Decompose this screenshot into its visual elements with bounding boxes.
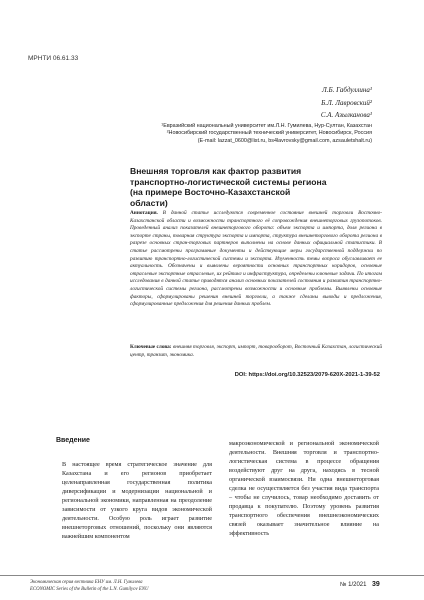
author-name: Л.Б. Габдуллина¹ xyxy=(322,86,372,94)
doi-link[interactable]: DOI: https://doi.org/10.32523/2079-620X-2021-1-39-52 xyxy=(234,372,380,378)
page-number: 39 xyxy=(372,581,380,588)
keywords xyxy=(130,344,382,359)
keywords-text: внешняя торговля, экспорт, импорт, товарооборот, Восточный Казахстан, логистический центр, транзит, экономика. xyxy=(130,344,383,358)
affiliation-line: (E-mail: lazzat_0600@list.ru, bs4lavrovsky@gmail.com, azsauletshalt.ru) xyxy=(197,137,372,144)
abstract-text: В данной статье исследуются современное состояние внешней торговли Восточно-Казахстанской области и возможности транспортного её сопровождения внешнеторговых грузопотоков. Проведенный анализ показателей внешнеторгового оборота: объем экспорта и импорта, доля региона в экспорте страны, товарная структура экспорта и импорта, структура внешнеторгового оборота региона в разрезе основных стран-торговых партнеров выполнены на основе данных официальной статистики. В статье рассмотрены программные документы и действующие меры государственной поддержки по развитию транспортно-логистической системы и экспорта. Изученность темы вопроса обуславливает ее актуальность. Обозначены и выявлены вероятности основных транспортных коридоров, основные отраслевые экспортные отраслевые, их рейтинг и инфраструктура, определены ключевые задачи. По итогам исследования в данной статье приводятся анализ основных показателей состояния и развития транспортно-логистической системы региона, рассмотрены возможности и основные проблемы. Выявлены основные факторы, сформулированы решения внешней торговли, а также сделаны выводы и предложения, сформулированные предложения для решения данных проблем. xyxy=(130,210,383,308)
affiliation-line: ²Новосибирский государственный технический университет, Новосибирск, Россия xyxy=(166,130,372,137)
journal-name-ru: Экономическая серия вестника ЕНУ им. Л.Н. Гумилева xyxy=(30,580,143,585)
affiliation-line: ¹Евразийский национальный университет им.Л.Н. Гумилева, Нур-Султан, Казахстан xyxy=(161,123,372,129)
udc-code: МРНТИ 06.61.33 xyxy=(28,55,79,62)
affiliations-block xyxy=(72,123,372,145)
author-name: С.А. Азылканова¹ xyxy=(320,111,372,119)
keywords-label: Ключевые слова: xyxy=(130,344,172,350)
body-column-right: макроэкономической и региональной экономической деятельности. Внешняя торговля и транспортно-логистическая система в процессе обращения воздействуют друг на друга, находясь в тесной органической взаимосвязи. Ни одна внешнеторговая сделка не осуществляется без участия вида транспорта – чтобы не случилось, товар необходимо доставить от продавца к покупателю. Поэтому уровень развития транспортного обеспечения внешнеэкономических связей оказывает значительное влияние на эффективность xyxy=(229,440,379,538)
abstract-label: Аннотация. xyxy=(130,210,158,216)
author-name: Б.Л. Лавровский² xyxy=(321,98,372,107)
authors-block xyxy=(321,84,372,122)
article-title: Внешняя торговля как фактор развития транспортно-логистической системы региона (на примере Восточно-Казахстанской области) xyxy=(130,166,327,208)
footer-divider xyxy=(0,575,424,576)
body-column-left: В настоящее время стратегическое значение для Казахстана и его регионов приобретает целенаправленная государственная политика диверсификации и модернизации национальной и региональной экономики, направленная на преодоление зависимости от узкого круга видов экономической деятельности. Особую роль играет развитие внешнеторговых отношений, поскольку они являются важнейшим компонентом xyxy=(62,461,212,541)
section-heading-introduction: Введение xyxy=(56,437,90,444)
journal-name-en: ECONOMIC Series of the Bulletin of the L.N. Gumilyov ENU xyxy=(30,587,149,592)
abstract xyxy=(130,210,382,309)
issue-number: № 1/2021 xyxy=(340,582,367,588)
journal-name xyxy=(30,579,148,593)
